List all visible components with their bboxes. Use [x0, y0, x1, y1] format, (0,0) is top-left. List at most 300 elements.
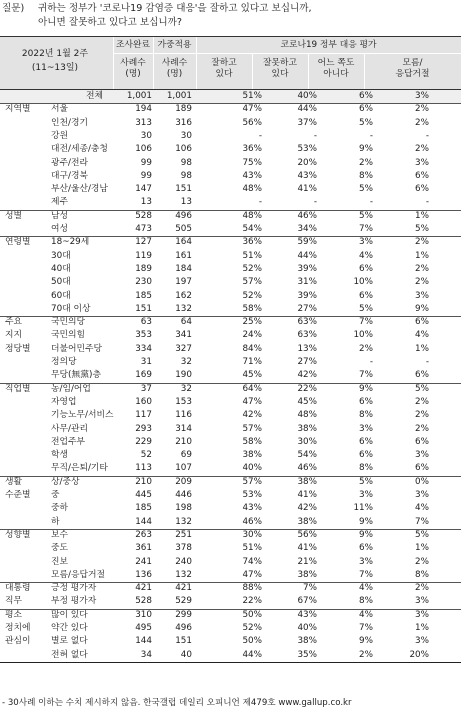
- row-value-dont-know: 2%: [415, 104, 429, 115]
- row-group-label: 정당별: [5, 343, 31, 354]
- row-value-good: 36%: [242, 237, 262, 248]
- row-label: 중도: [51, 543, 68, 554]
- row-value-neither: 5%: [359, 210, 373, 221]
- row-cases-weighted: 106: [175, 144, 192, 155]
- row-group-label: 지지: [5, 330, 22, 341]
- row-value-neither: 2%: [359, 343, 373, 354]
- row-group-label: 평소: [5, 609, 22, 620]
- table-row: [0, 609, 461, 622]
- section-separator: [0, 103, 461, 104]
- row-cases-weighted: 161: [175, 250, 192, 261]
- row-value-bad: 40%: [297, 91, 317, 101]
- row-group-label: 주요: [5, 317, 22, 328]
- row-cases-weighted: 64: [180, 317, 192, 328]
- section-separator: [0, 383, 461, 384]
- table-row: [0, 449, 461, 462]
- row-value-bad: 40%: [297, 623, 317, 633]
- row-value-bad: -: [313, 197, 317, 208]
- col-cases-2-unit: (명): [166, 69, 183, 79]
- row-cases-weighted: 378: [175, 543, 192, 554]
- row-cases-weighted: 496: [175, 210, 192, 221]
- row-label: 보수: [51, 529, 68, 540]
- row-cases-weighted: 299: [175, 609, 192, 620]
- row-cases-weighted: 184: [175, 263, 192, 274]
- row-label: 강원: [51, 130, 68, 141]
- row-cases-surveyed: 13: [140, 197, 152, 208]
- row-value-neither: 10%: [353, 330, 373, 341]
- table-row: [0, 130, 461, 143]
- row-group-label: 수준별: [5, 490, 31, 500]
- row-label: 대구/경북: [51, 170, 88, 181]
- row-label: 서울: [51, 104, 68, 115]
- col-neither-line-2: 아니다: [323, 69, 349, 79]
- row-value-good: 50%: [242, 609, 262, 620]
- row-value-good: 51%: [242, 250, 262, 261]
- row-cases-weighted: 98: [180, 170, 192, 181]
- row-value-neither: -: [369, 197, 373, 208]
- row-value-good: 38%: [242, 450, 262, 461]
- row-label: 자영업: [51, 396, 77, 407]
- row-label: 중: [51, 490, 60, 500]
- row-value-dont-know: 2%: [415, 423, 429, 434]
- table-row: [0, 595, 461, 608]
- row-label: 정의당: [51, 357, 77, 367]
- row-value-good: 48%: [242, 210, 262, 221]
- row-cases-weighted: 32: [180, 357, 192, 367]
- row-label: 더불어민주당: [51, 343, 102, 354]
- table-header: [0, 36, 461, 90]
- row-value-good: 52%: [242, 290, 262, 301]
- table-row: [0, 516, 461, 529]
- row-value-bad: -: [313, 130, 317, 141]
- row-value-dont-know: 3%: [415, 490, 429, 500]
- row-value-dont-know: 2%: [415, 583, 429, 594]
- row-value-dont-know: 3%: [415, 91, 429, 101]
- row-value-neither: 9%: [359, 529, 373, 540]
- row-cases-weighted: 190: [175, 370, 192, 381]
- row-value-neither: 5%: [359, 303, 373, 314]
- row-value-good: 40%: [242, 463, 262, 474]
- col-good-line-1: 잘하고: [211, 58, 237, 68]
- row-label: 상/중상: [51, 476, 80, 487]
- row-value-dont-know: 2%: [415, 117, 429, 128]
- row-cases-surveyed: 169: [135, 370, 152, 381]
- col-cases-1-unit: (명): [125, 69, 141, 79]
- row-cases-surveyed: 1,001: [126, 91, 152, 101]
- row-value-dont-know: 2%: [415, 396, 429, 407]
- row-value-neither: 6%: [359, 396, 373, 407]
- section-separator: [0, 316, 461, 317]
- col-dont-know-line-2: 응답거절: [395, 69, 430, 79]
- row-value-dont-know: 1%: [415, 623, 429, 633]
- row-value-bad: 41%: [297, 184, 317, 195]
- row-value-neither: 7%: [359, 623, 373, 633]
- row-value-dont-know: 3%: [415, 596, 429, 607]
- row-label: 60대: [51, 290, 71, 301]
- row-value-good: 44%: [242, 649, 262, 660]
- row-value-dont-know: 20%: [409, 649, 429, 660]
- row-value-bad: 38%: [297, 423, 317, 434]
- row-label: 전체: [86, 91, 103, 101]
- row-group-label: 생활: [5, 476, 22, 487]
- row-label: 약간 있다: [51, 623, 88, 633]
- row-value-bad: 38%: [297, 636, 317, 647]
- row-label: 부산/울산/경남: [51, 184, 108, 195]
- row-cases-surveyed: 52: [140, 450, 152, 461]
- col-cases-1-label: 사례수: [120, 58, 146, 68]
- row-value-bad: 34%: [297, 224, 317, 234]
- col-neither: [308, 58, 364, 80]
- row-cases-surveyed: 185: [135, 503, 152, 514]
- row-value-dont-know: 9%: [415, 303, 429, 314]
- row-cases-surveyed: 185: [135, 290, 152, 301]
- table-row: [0, 276, 461, 289]
- table-row: [0, 343, 461, 356]
- question-line-1: 귀하는 정부가 '코로나19 감염증 대응'을 잘하고 있다고 보십니까,: [38, 3, 312, 14]
- row-value-good: 45%: [242, 370, 262, 381]
- row-value-bad: 54%: [297, 450, 317, 461]
- row-value-neither: 6%: [359, 263, 373, 274]
- row-label: 하: [51, 516, 60, 527]
- row-value-dont-know: 3%: [415, 450, 429, 461]
- row-cases-surveyed: 473: [135, 224, 152, 234]
- col-bad: [252, 58, 308, 80]
- col-neither-line-1: 어느 쪽도: [317, 58, 355, 68]
- table-row: [0, 196, 461, 209]
- row-value-dont-know: 6%: [415, 370, 429, 381]
- row-cases-surveyed: 136: [135, 569, 152, 580]
- row-value-dont-know: 0%: [415, 476, 429, 487]
- row-cases-surveyed: 310: [135, 609, 152, 620]
- eval-title: 코로나19 정부 대응 평가: [280, 40, 377, 50]
- row-value-good: 42%: [242, 410, 262, 421]
- row-label: 기능노무/서비스: [51, 410, 114, 421]
- row-value-neither: 6%: [359, 104, 373, 115]
- row-value-neither: 2%: [359, 157, 373, 168]
- row-value-good: 88%: [242, 583, 262, 594]
- row-value-good: 47%: [242, 396, 262, 407]
- row-cases-weighted: 529: [175, 596, 192, 607]
- row-label: 제주: [51, 197, 68, 208]
- row-cases-surveyed: 144: [135, 636, 152, 647]
- col-bad-line-2: 있다: [271, 69, 289, 79]
- row-group-label: 직무: [5, 596, 22, 607]
- table-row: [0, 356, 461, 369]
- row-cases-weighted: 132: [175, 569, 192, 580]
- row-value-dont-know: 4%: [415, 503, 429, 514]
- row-value-good: 52%: [242, 623, 262, 633]
- survey-period: [0, 47, 110, 75]
- row-value-dont-know: 6%: [415, 184, 429, 195]
- row-value-dont-know: 2%: [415, 237, 429, 248]
- row-cases-surveyed: 293: [135, 423, 152, 434]
- table-row: [0, 396, 461, 409]
- row-value-good: 43%: [242, 503, 262, 514]
- table-row: [0, 329, 461, 342]
- row-value-good: 24%: [242, 330, 262, 341]
- row-cases-surveyed: 113: [135, 463, 152, 474]
- row-value-neither: 7%: [359, 224, 373, 234]
- row-value-neither: 8%: [359, 463, 373, 474]
- table-bottom-border: [0, 662, 461, 663]
- row-value-good: 43%: [242, 170, 262, 181]
- col-cases-2-label: 사례수: [161, 58, 188, 68]
- row-label: 모름/응답거절: [51, 569, 105, 580]
- table-row: [0, 489, 461, 502]
- row-cases-weighted: 327: [175, 343, 192, 354]
- row-label: 30대: [51, 250, 71, 261]
- table-row: [0, 502, 461, 515]
- row-cases-surveyed: 229: [135, 436, 152, 447]
- row-label: 중하: [51, 503, 68, 514]
- row-group-label: 정치에: [5, 623, 31, 633]
- footnote: - 30사례 이하는 수치 제시하지 않음. 한국갤럽 데일리 오피니언 제479호 www.gallup.co.kr: [2, 698, 352, 708]
- row-cases-surveyed: 37: [140, 383, 152, 394]
- row-cases-weighted: 189: [175, 104, 192, 115]
- row-value-good: 54%: [242, 224, 262, 234]
- col-dont-know: [364, 58, 461, 80]
- row-value-neither: 8%: [359, 596, 373, 607]
- question-tag: 질문): [2, 3, 25, 14]
- row-value-good: 22%: [242, 596, 262, 607]
- row-value-good: 64%: [242, 383, 262, 394]
- row-value-bad: 21%: [297, 556, 317, 567]
- row-value-good: 47%: [242, 569, 262, 580]
- row-value-bad: 45%: [297, 396, 317, 407]
- table-row: [0, 635, 461, 648]
- row-value-good: 30%: [242, 529, 262, 540]
- row-label: 70대 이상: [51, 303, 91, 314]
- row-cases-weighted: 496: [175, 623, 192, 633]
- row-group-label: 연령별: [5, 237, 31, 248]
- row-value-bad: 41%: [297, 490, 317, 500]
- row-value-bad: 38%: [297, 516, 317, 527]
- section-separator: [0, 476, 461, 477]
- row-value-dont-know: 2%: [415, 144, 429, 155]
- row-cases-weighted: 209: [175, 476, 192, 487]
- row-value-dont-know: 2%: [415, 556, 429, 567]
- row-value-good: 51%: [242, 91, 262, 101]
- row-value-dont-know: 6%: [415, 170, 429, 181]
- row-value-bad: 22%: [297, 383, 317, 394]
- total-row: [0, 90, 461, 103]
- row-value-bad: 31%: [297, 277, 317, 288]
- row-value-good: 58%: [242, 436, 262, 447]
- row-value-dont-know: 3%: [415, 290, 429, 301]
- table-row: [0, 263, 461, 276]
- row-label: 부정 평가자: [51, 596, 97, 607]
- row-cases-surveyed: 99: [140, 157, 152, 168]
- row-value-neither: 7%: [359, 569, 373, 580]
- row-value-dont-know: 1%: [415, 343, 429, 354]
- question: [2, 2, 458, 32]
- row-value-neither: -: [369, 357, 373, 367]
- row-value-good: 36%: [242, 144, 262, 155]
- col-weighted: 가중적용: [157, 40, 192, 50]
- section-separator: [0, 609, 461, 610]
- table-row: [0, 223, 461, 236]
- row-value-neither: 3%: [359, 237, 373, 248]
- table-row: [0, 290, 461, 303]
- section-separator: [0, 236, 461, 237]
- row-value-bad: 38%: [297, 569, 317, 580]
- row-value-neither: 9%: [359, 636, 373, 647]
- row-cases-weighted: 98: [180, 157, 192, 168]
- row-cases-surveyed: 106: [135, 144, 152, 155]
- row-cases-surveyed: 241: [135, 556, 152, 567]
- row-value-dont-know: 6%: [415, 463, 429, 474]
- section-separator: [0, 529, 461, 530]
- col-cases-1: [113, 58, 153, 80]
- row-cases-weighted: 210: [175, 436, 192, 447]
- row-group-label: 성별: [5, 210, 22, 221]
- table-row: [0, 476, 461, 489]
- row-group-label: 직업별: [5, 383, 31, 394]
- row-value-bad: 39%: [297, 290, 317, 301]
- table-row: [0, 622, 461, 635]
- row-value-dont-know: -: [425, 197, 429, 208]
- row-label: 대전/세종/충청: [51, 144, 108, 155]
- row-cases-weighted: 32: [180, 383, 192, 394]
- table-row: [0, 383, 461, 396]
- row-cases-weighted: 240: [175, 556, 192, 567]
- row-value-dont-know: 3%: [415, 609, 429, 620]
- row-value-dont-know: 1%: [415, 210, 429, 221]
- row-value-bad: 43%: [297, 609, 317, 620]
- row-value-good: 57%: [242, 423, 262, 434]
- row-label: 농/임/어업: [51, 383, 91, 394]
- table-row: [0, 529, 461, 542]
- row-cases-surveyed: 31: [140, 357, 152, 367]
- row-value-good: -: [258, 197, 262, 208]
- row-value-dont-know: 2%: [415, 410, 429, 421]
- row-value-neither: 7%: [359, 370, 373, 381]
- row-value-good: 57%: [242, 476, 262, 487]
- row-group-label: 관심이: [5, 636, 31, 647]
- row-cases-weighted: 151: [175, 184, 192, 195]
- table-row: [0, 103, 461, 116]
- row-value-bad: 46%: [297, 463, 317, 474]
- row-value-neither: 6%: [359, 436, 373, 447]
- row-value-neither: 3%: [359, 556, 373, 567]
- col-cases-2: [153, 58, 196, 80]
- row-cases-weighted: 1,001: [166, 91, 192, 101]
- row-value-bad: 46%: [297, 210, 317, 221]
- row-value-good: 52%: [242, 263, 262, 274]
- row-value-bad: 39%: [297, 263, 317, 274]
- row-cases-surveyed: 117: [135, 410, 152, 421]
- row-cases-surveyed: 63: [140, 317, 152, 328]
- row-label: 사무/관리: [51, 423, 88, 434]
- row-value-neither: 9%: [359, 144, 373, 155]
- row-value-neither: 3%: [359, 423, 373, 434]
- row-label: 인천/경기: [51, 117, 88, 128]
- row-cases-weighted: 151: [175, 636, 192, 647]
- row-value-dont-know: 4%: [415, 330, 429, 341]
- row-value-bad: 44%: [297, 250, 317, 261]
- row-value-good: 25%: [242, 317, 262, 328]
- row-group-label: 대통령: [5, 583, 31, 594]
- section-separator: [0, 582, 461, 583]
- row-cases-weighted: 69: [180, 450, 192, 461]
- row-value-neither: 5%: [359, 117, 373, 128]
- table-row: [0, 117, 461, 130]
- table-row: [0, 462, 461, 475]
- row-value-neither: 6%: [359, 450, 373, 461]
- row-cases-surveyed: 230: [135, 277, 152, 288]
- section-separator: [0, 210, 461, 211]
- row-value-neither: 10%: [353, 277, 373, 288]
- table-row: [0, 236, 461, 249]
- row-value-neither: 6%: [359, 543, 373, 554]
- row-value-good: 75%: [242, 157, 262, 168]
- row-label: 국민의당: [51, 317, 85, 328]
- row-label: 긍정 평가자: [51, 583, 97, 594]
- row-value-dont-know: 5%: [415, 383, 429, 394]
- row-cases-weighted: 116: [175, 410, 192, 421]
- row-value-dont-know: 2%: [415, 277, 429, 288]
- row-label: 무직/은퇴/기타: [51, 463, 108, 474]
- header-divider: [113, 53, 196, 54]
- row-value-dont-know: 3%: [415, 157, 429, 168]
- table-row: [0, 157, 461, 170]
- table-row: [0, 542, 461, 555]
- row-cases-weighted: 341: [175, 330, 192, 341]
- row-label: 40대: [51, 263, 71, 274]
- row-cases-weighted: 316: [175, 117, 192, 128]
- row-value-neither: 4%: [359, 583, 373, 594]
- row-value-bad: 67%: [297, 596, 317, 607]
- row-value-bad: 38%: [297, 476, 317, 487]
- row-cases-surveyed: 313: [135, 117, 152, 128]
- row-value-neither: 6%: [359, 290, 373, 301]
- row-value-neither: 6%: [359, 91, 373, 101]
- row-cases-surveyed: 34: [140, 649, 152, 660]
- row-value-neither: 9%: [359, 383, 373, 394]
- row-cases-surveyed: 210: [135, 476, 152, 487]
- row-cases-surveyed: 334: [135, 343, 152, 354]
- row-value-neither: 5%: [359, 184, 373, 195]
- row-cases-weighted: 197: [175, 277, 192, 288]
- row-cases-surveyed: 99: [140, 170, 152, 181]
- row-value-good: 58%: [242, 303, 262, 314]
- table-row: [0, 316, 461, 329]
- row-value-neither: 8%: [359, 170, 373, 181]
- row-cases-surveyed: 189: [135, 263, 152, 274]
- row-cases-weighted: 132: [175, 516, 192, 527]
- row-group-label: 성향별: [5, 529, 31, 540]
- row-cases-surveyed: 147: [135, 184, 152, 195]
- row-value-bad: 43%: [297, 170, 317, 181]
- row-cases-weighted: 153: [175, 396, 192, 407]
- row-cases-weighted: 251: [175, 529, 192, 540]
- row-value-dont-know: 1%: [415, 543, 429, 554]
- row-value-bad: 30%: [297, 436, 317, 447]
- row-value-bad: 42%: [297, 370, 317, 381]
- row-cases-weighted: 13: [180, 197, 192, 208]
- row-value-neither: 4%: [359, 250, 373, 261]
- row-label: 학생: [51, 450, 68, 461]
- table-row: [0, 556, 461, 569]
- row-value-bad: 63%: [297, 330, 317, 341]
- row-value-bad: 13%: [297, 343, 317, 354]
- row-value-good: 71%: [242, 357, 262, 367]
- row-value-dont-know: -: [425, 357, 429, 367]
- row-cases-weighted: 107: [175, 463, 192, 474]
- row-value-dont-know: 6%: [415, 436, 429, 447]
- row-value-good: 50%: [242, 636, 262, 647]
- col-survey-complete: 조사완료: [116, 40, 150, 50]
